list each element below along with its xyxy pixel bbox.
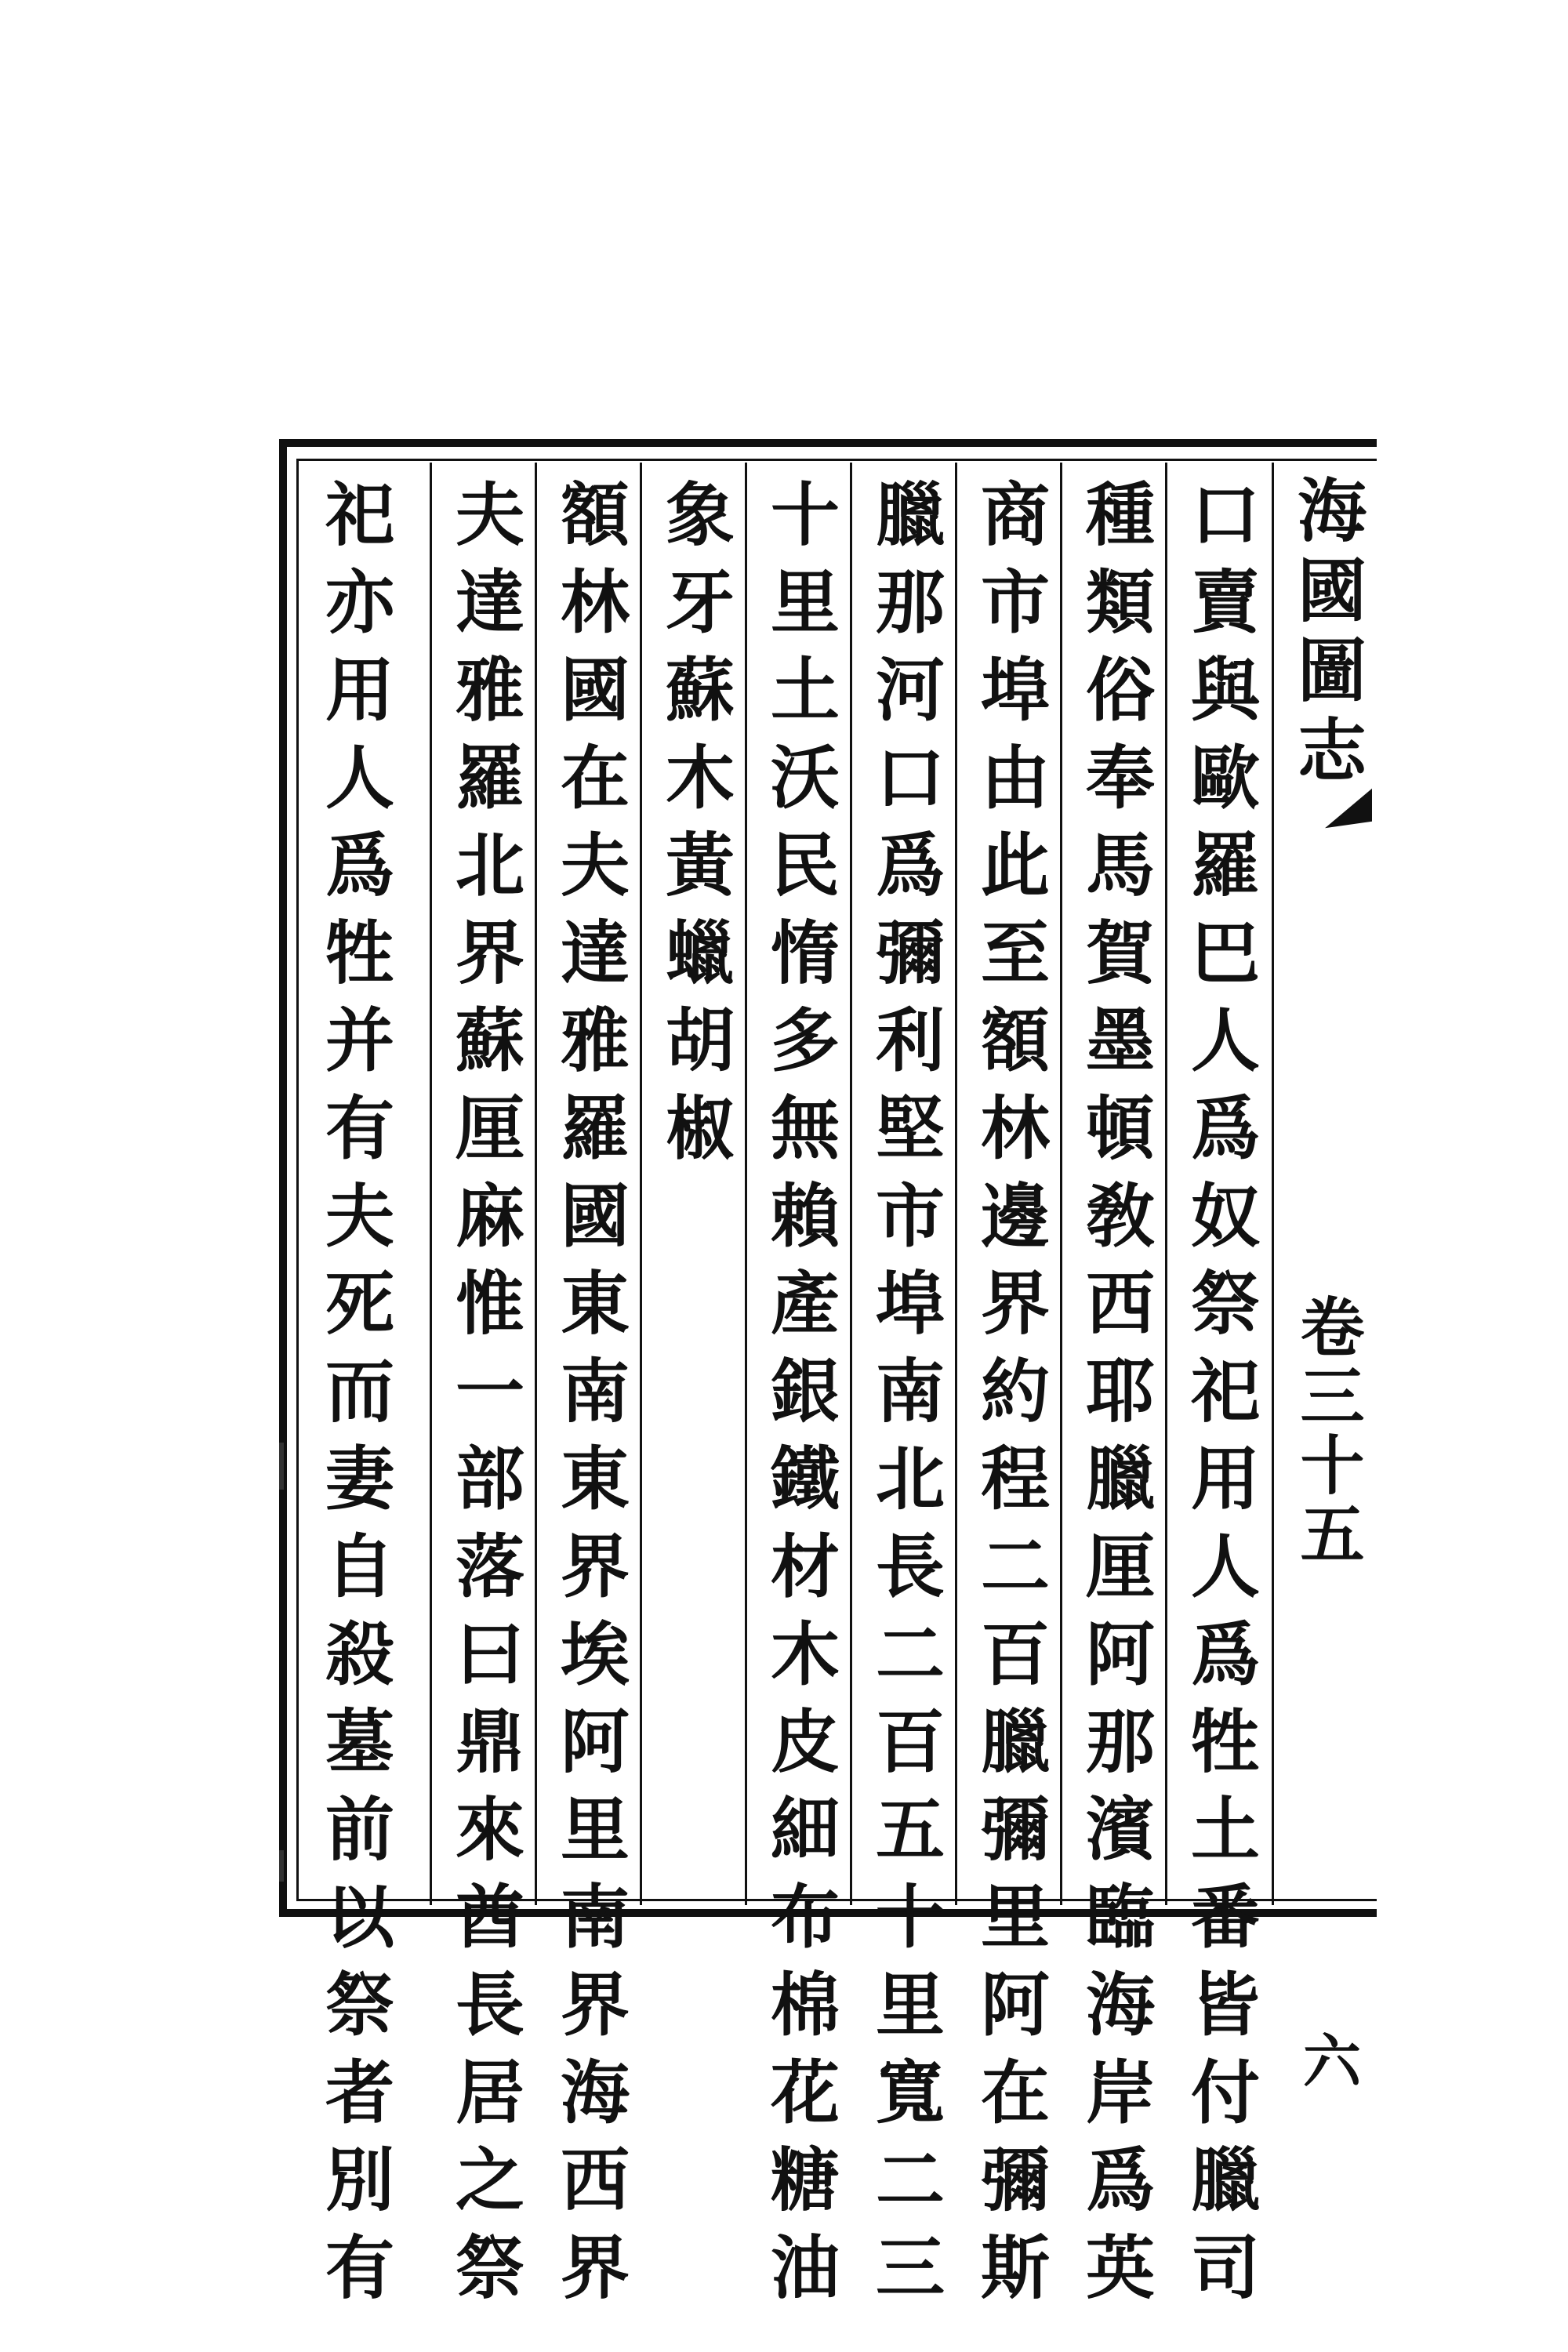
text-column [436, 470, 534, 2319]
fish-tail-mark [1325, 789, 1372, 828]
text-column [751, 470, 849, 2319]
column-text: 夫達雅羅北界蘇厘麻惟一部落曰鼎來酋長居之祭 [445, 478, 526, 2319]
column-text: 商市埠由此至額林邊界約程二百臘彌里阿在彌斯 [970, 478, 1051, 2319]
column-rule [430, 463, 432, 1905]
print-mark [279, 1850, 284, 1882]
margin-column [1274, 463, 1380, 2089]
column-text: 額林國在夫達雅羅國東南東界埃阿里南界海西界 [550, 478, 631, 2319]
column-rule [955, 463, 957, 1905]
column-rule [1272, 463, 1274, 1905]
print-mark [279, 1443, 284, 1490]
column-rule [1165, 463, 1167, 1905]
text-column [646, 470, 744, 1905]
column-text: 口賣與歐羅巴人爲奴祭祀用人爲牲土番皆付臘司 [1180, 478, 1261, 2319]
column-rule [850, 463, 852, 1905]
page-number: 六 [1294, 2031, 1361, 2089]
column-text: 十里土沃民惰多無賴產銀鐵材木皮細布棉花糖油 [760, 478, 841, 2319]
column-rule [535, 463, 537, 1905]
text-column [961, 470, 1059, 2319]
text-column [1066, 470, 1164, 2319]
column-rule [745, 463, 747, 1905]
text-column [541, 470, 639, 2319]
text-column [306, 470, 404, 2319]
column-text: 臘那河口爲彌利堅市埠南北長二百五十里寬二三 [865, 478, 946, 2319]
column-text: 祀亦用人爲牲并有夫死而妻自殺墓前以祭者別有 [314, 478, 396, 2319]
text-column [1171, 470, 1269, 2319]
juan-number: 卷三十五 [1290, 1294, 1365, 1570]
column-text: 象牙蘇木黃蠟胡椒 [655, 478, 736, 1180]
column-rule [640, 463, 642, 1905]
column-text: 種類俗奉馬賀墨頓敎西耶臘厘阿那濱臨海岸爲英 [1075, 478, 1156, 2319]
column-rule [1060, 463, 1062, 1905]
book-title: 海國圖志 [1287, 474, 1368, 794]
text-column [856, 470, 954, 2319]
